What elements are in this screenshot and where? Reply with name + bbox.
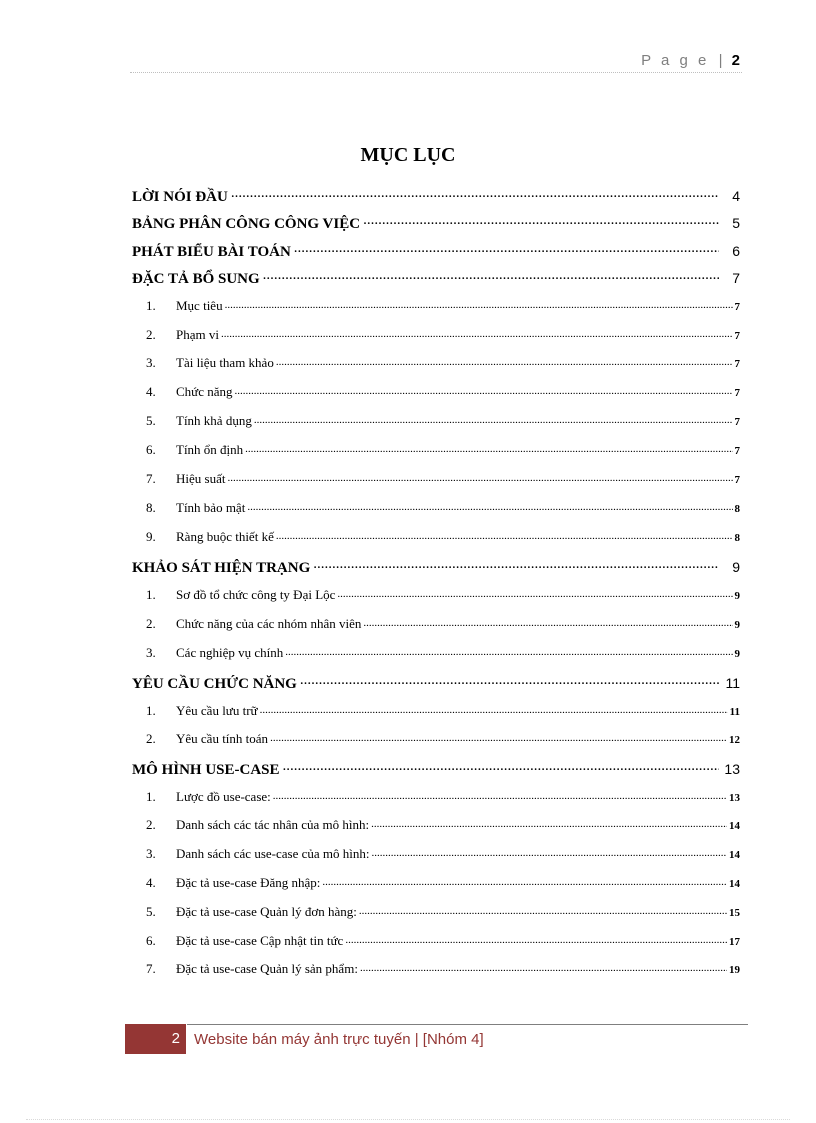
toc-subentry-page: 11 — [729, 706, 740, 718]
toc-entry-text: MÔ HÌNH USE-CASE — [132, 762, 280, 778]
footer-page-number: 2 — [171, 1030, 180, 1047]
toc-subentry-page: 14 — [729, 820, 740, 832]
toc-leader — [371, 847, 727, 858]
toc-subentry-page: 7 — [734, 416, 740, 428]
toc-subentry-index: 6. — [146, 442, 156, 457]
toc-subentry-index: 3. — [146, 846, 156, 861]
toc-subentry[interactable] — [146, 703, 740, 719]
toc-subentry-page: 9 — [734, 619, 740, 631]
toc-subentry-text: Sơ đồ tổ chức công ty Đại Lộc — [176, 587, 336, 602]
toc-subentry-text: Mục tiêu — [176, 298, 223, 313]
toc-entry[interactable] — [132, 186, 740, 206]
toc-subentry-text: Hiệu suất — [176, 471, 226, 486]
toc-subentry-index: 6. — [146, 933, 156, 948]
toc-entry[interactable] — [132, 759, 740, 779]
footer-rule — [187, 1024, 748, 1025]
toc-subentry-index: 2. — [146, 616, 156, 631]
toc-subentry-index: 1. — [146, 587, 156, 602]
toc-leader — [263, 268, 719, 283]
toc-entry-page: 5 — [732, 215, 740, 231]
toc-subentry-page: 7 — [734, 445, 740, 457]
toc-subentry[interactable] — [146, 500, 740, 516]
toc-subentry-page: 9 — [734, 590, 740, 602]
toc-leader — [235, 385, 733, 396]
toc-leader — [245, 443, 732, 454]
toc-subentry[interactable] — [146, 298, 740, 314]
toc-entry-text: LỜI NÓI ĐẦU — [132, 189, 228, 205]
toc-subentry-page: 14 — [729, 878, 740, 890]
toc-subentry-page: 7 — [734, 387, 740, 399]
toc-subentry-text: Tài liệu tham khảo — [176, 355, 274, 370]
toc-subentry-index: 3. — [146, 645, 156, 660]
toc-subentry-text: Chức năng của các nhóm nhân viên — [176, 616, 362, 631]
toc-entry[interactable] — [132, 673, 740, 693]
toc-subentry-index: 5. — [146, 904, 156, 919]
toc-subentry-text: Tính khả dụng — [176, 413, 252, 428]
toc-subentry-index: 2. — [146, 327, 156, 342]
toc-subentry-index: 9. — [146, 529, 156, 544]
toc-leader — [294, 241, 719, 256]
toc-leader — [270, 732, 727, 743]
toc-subentry-page: 8 — [734, 503, 740, 515]
toc-subentry-page: 7 — [734, 301, 740, 313]
toc-subentry[interactable] — [146, 355, 740, 371]
toc-leader — [276, 356, 733, 367]
toc-leader — [221, 328, 733, 339]
toc-subentry-text: Các nghiệp vụ chính — [176, 645, 284, 660]
toc-subentry-index: 5. — [146, 413, 156, 428]
toc-entry-page: 11 — [725, 675, 740, 691]
toc-subentry[interactable] — [146, 846, 740, 862]
toc-subentry[interactable] — [146, 442, 740, 458]
toc-entry-text: KHẢO SÁT HIỆN TRẠNG — [132, 560, 311, 576]
toc-subentry-page: 12 — [729, 734, 740, 746]
toc-subentry-index: 1. — [146, 789, 156, 804]
toc-subentry-index: 4. — [146, 875, 156, 890]
toc-subentry-page: 15 — [729, 907, 740, 919]
toc-subentry-page: 13 — [729, 792, 740, 804]
footer-title: Website bán máy ảnh trực tuyến | [Nhóm 4] — [194, 1031, 484, 1048]
toc-leader — [225, 299, 733, 310]
toc-subentry-text: Yêu cầu tính toán — [176, 731, 269, 746]
toc-entry-text: BẢNG PHÂN CÔNG CÔNG VIỆC — [132, 216, 361, 232]
toc-subentry[interactable] — [146, 904, 740, 920]
toc-subentry[interactable] — [146, 789, 740, 805]
toc-entry-page: 13 — [724, 761, 740, 777]
toc-entry[interactable] — [132, 213, 740, 233]
toc-leader — [360, 962, 727, 973]
page-separator: | — [718, 52, 723, 69]
toc-entry[interactable] — [132, 557, 740, 577]
toc-leader — [283, 759, 719, 774]
toc-subentry-text: Yêu cầu lưu trữ — [176, 703, 258, 718]
page-bottom-border — [26, 1119, 790, 1120]
toc-entry[interactable] — [132, 268, 740, 288]
toc-entry-page: 9 — [732, 559, 740, 575]
toc-subentry-text: Tính bảo mật — [176, 500, 246, 515]
toc-subentry[interactable] — [146, 413, 740, 429]
toc-subentry[interactable] — [146, 471, 740, 487]
toc-subentry-page: 17 — [729, 936, 740, 948]
toc-subentry-text: Đặc tả use-case Quản lý đơn hàng: — [176, 904, 357, 919]
toc-subentry-index: 3. — [146, 355, 156, 370]
page-label: P a g e — [641, 52, 710, 69]
toc-entry-text: PHÁT BIỂU BÀI TOÁN — [132, 244, 291, 260]
toc-subentry-text: Lược đồ use-case: — [176, 789, 271, 804]
toc-entry-page: 7 — [732, 270, 740, 286]
toc-leader — [231, 186, 719, 201]
toc-entry[interactable] — [132, 241, 740, 261]
toc-subentry[interactable] — [146, 645, 740, 661]
toc-subentry-page: 19 — [729, 964, 740, 976]
toc-subentry-page: 7 — [734, 358, 740, 370]
toc-subentry[interactable] — [146, 384, 740, 400]
toc-subentry-text: Tính ổn định — [176, 442, 244, 457]
toc-subentry-text: Ràng buộc thiết kế — [176, 529, 274, 544]
toc-leader — [247, 501, 732, 512]
toc-subentry-text: Đặc tả use-case Quản lý sản phẩm: — [176, 961, 358, 976]
toc-subentry[interactable] — [146, 327, 740, 343]
toc-leader — [359, 905, 727, 916]
toc-subentry-page: 7 — [734, 474, 740, 486]
toc-leader — [345, 934, 727, 945]
toc-leader — [363, 213, 719, 228]
toc-subentry-page: 7 — [734, 330, 740, 342]
toc-entry-page: 4 — [732, 188, 740, 204]
header-page-number: 2 — [731, 52, 740, 69]
toc-subentry-page: 14 — [729, 849, 740, 861]
header-rule — [130, 72, 742, 73]
toc-entry-text: ĐẶC TẢ BỔ SUNG — [132, 271, 260, 287]
toc-subentry[interactable] — [146, 933, 740, 949]
toc-subentry-index: 2. — [146, 817, 156, 832]
toc-subentry[interactable] — [146, 529, 740, 545]
toc-subentry-text: Danh sách các tác nhân của mô hình: — [176, 817, 370, 832]
toc-subentry-index: 2. — [146, 731, 156, 746]
toc-entry-text: YÊU CẦU CHỨC NĂNG — [132, 676, 297, 692]
toc-subentry[interactable] — [146, 875, 740, 891]
toc-title: MỤC LỤC — [360, 144, 456, 166]
toc-subentry-index: 7. — [146, 961, 156, 976]
toc-leader — [337, 588, 732, 599]
toc-subentry-text: Đặc tả use-case Cập nhật tin tức — [176, 933, 344, 948]
toc-leader — [313, 557, 719, 572]
toc-subentry-index: 7. — [146, 471, 156, 486]
toc-subentry[interactable] — [146, 587, 740, 603]
toc-subentry-index: 1. — [146, 298, 156, 313]
toc-leader — [371, 818, 727, 829]
toc-subentry[interactable] — [146, 961, 740, 977]
toc-leader — [285, 646, 732, 657]
toc-entry-page: 6 — [732, 243, 740, 259]
toc-leader — [273, 790, 727, 801]
toc-leader — [260, 704, 728, 715]
toc-subentry-index: 8. — [146, 500, 156, 515]
toc-subentry-page: 9 — [734, 648, 740, 660]
toc-leader — [254, 414, 733, 425]
toc-leader — [363, 617, 732, 628]
toc-subentry-text: Phạm vi — [176, 327, 219, 342]
toc-leader — [322, 876, 727, 887]
toc-subentry[interactable] — [146, 616, 740, 632]
toc-subentry-page: 8 — [734, 532, 740, 544]
toc-subentry-text: Chức năng — [176, 384, 233, 399]
toc-subentry[interactable] — [146, 817, 740, 833]
toc-subentry-index: 1. — [146, 703, 156, 718]
toc-leader — [300, 673, 719, 688]
toc-subentry-text: Đặc tả use-case Đăng nhập: — [176, 875, 321, 890]
toc-leader — [227, 472, 732, 483]
footer-page-box — [125, 1024, 186, 1054]
toc-subentry[interactable] — [146, 731, 740, 747]
toc-subentry-text: Danh sách các use-case của mô hình: — [176, 846, 370, 861]
toc-subentry-index: 4. — [146, 384, 156, 399]
page-header — [641, 52, 740, 69]
toc-leader — [276, 530, 733, 541]
